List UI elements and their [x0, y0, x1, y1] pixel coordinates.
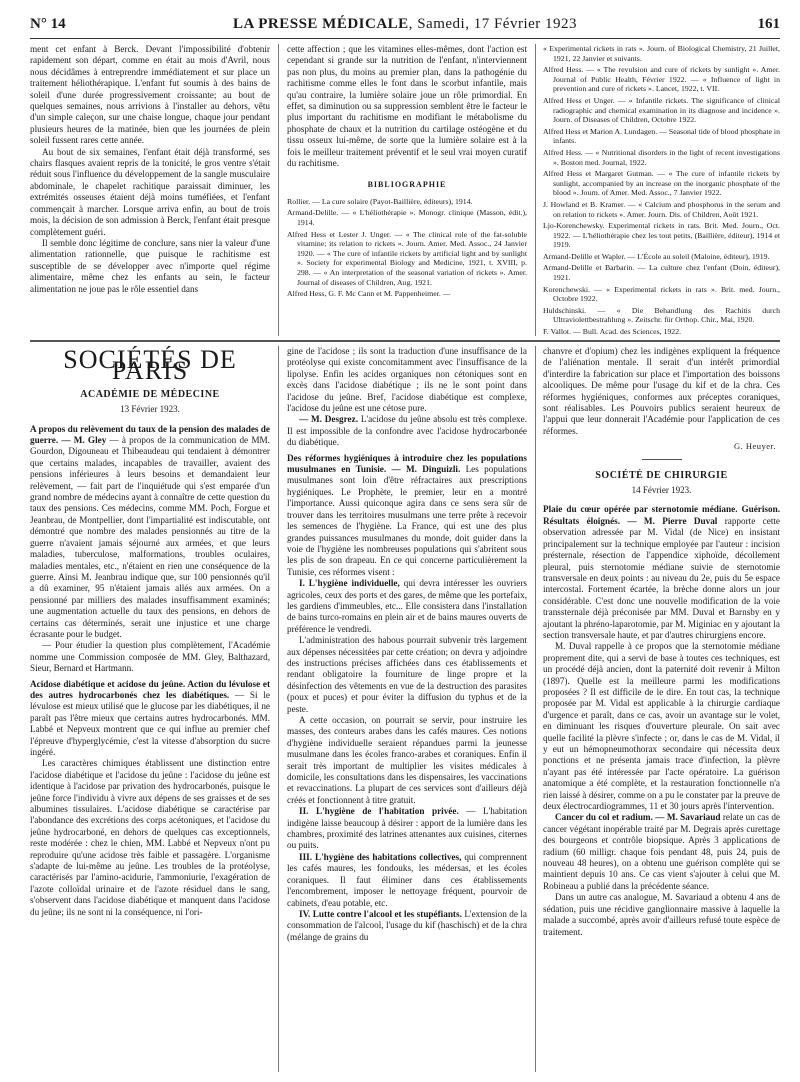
top-column-1 — [30, 44, 270, 336]
paragraph-lead: Des réformes hygiéniques à introduire chez les populations musulmanes en Tunisie. — M. Dinguizli. — [287, 452, 527, 475]
bibliography-entry: Huldschinski. — « Die Behandlung des Rachitis durch Ultraviolettbestrahlung ». Zeitschr. für Orthop. Chir., Mai, 1920. — [543, 305, 780, 325]
paragraph — [287, 635, 527, 715]
paragraph-lead: A propos du relèvement du taux de la pension des malades de guerre. — M. Gley — [30, 423, 270, 446]
paragraph-lead: IV. Lutte contre l'alcool et les stupéfiants. — [299, 908, 462, 919]
paragraph — [30, 424, 270, 641]
paragraph — [543, 812, 780, 892]
society-title: ACADÉMIE DE MÉDECINE — [80, 388, 220, 400]
paragraph-body: gine de l'acidose ; ils sont la traduction d'une insuffisance de la protéolyse qui existe concomitamment avec l'insuffisance de la lipolyse. Enfin les acides organiques non cétoniques sont en excès dans l'acidose diabétique ; ils ne le sont point dans l'acidose du jeûne. Bref, l'acidose diabétique est complexe, l'acidose du jeûne est une cétose pure. — [287, 346, 527, 414]
paragraph — [543, 504, 780, 641]
journal-title-line — [30, 16, 780, 33]
paragraph-body: L'acidose du jeûne absolu est très complexe. Il est impossible de la confondre avec l'acidose hydrocarbonée du diabétique. — [287, 414, 527, 448]
paragraph-body: — Pour étudier la question plus complètement, l'Académie nomme une Commission composée de MM. Gley, Balthazard, Sieur, Bernard et Hartmann. — [30, 640, 270, 674]
paragraph-body: — L'habitation indigène laisse beaucoup à désirer : apport de la lumière dans les chambres, proximité des latrines attenantes aux cuisines, citernes ou puits. — [287, 806, 527, 851]
paragraph-lead: II. L'hygiène de l'habitation privée. — [299, 806, 459, 817]
bibliography-entry: Alfred Hess et Unger. — « Infantile rickets. The significance of clinical radiographic and chemical examination in its diagnose and incidence ». Journ. of Diseases of Children, Octobre 1922. — [543, 95, 780, 125]
paragraph — [287, 346, 527, 414]
bibliography-entry: Alfred Hess. — « The revulsion and cure of rickets by sunlight ». Amer. Journal of Public Health, Février 1922. — « Influence of light in prevention and cure of rickets ». Lancet, 1922, t. VII. — [543, 65, 780, 94]
paragraph-body: Les caractères chimiques établissent une distinction entre l'acidose diabétique et l'acidose du jeûne : l'acidose du jeûne est identique à l'acidose par privation des hydrocarbonés, puisque le jeûne force l'individu à vivre aux dépens de ses graisses et de ses albumines tissulaires. L'acidose diabétique se caractérise par l'abondance des excrétions des corps acétoniques, et l'acidose du jeûne hydrocarboné, en dehors de quelques cas exceptionnels, reste modérée : chez le chien, MM. Labbé et Nepveux n'ont pu reproduire qu'une acidose très faible et passagère. L'organisme s'adapte de lui-même au jeûne. Les troubles de la protéolyse, caractérisés par l'amino-acidurie, l'ammoniurie, l'exagération de l'azote colloïdal urinaire et de l'azote résiduel dans le sang, s'observent dans l'acidose diabétique et manquent dans l'acidose du jeûne; ils ne sont ni la conséquence, ni l'ori- — [30, 758, 270, 917]
paragraph-body: L'extension de la consommation de l'alcool, l'usage du kif (haschisch) et de la chra (mélange de grains du — [287, 908, 527, 942]
paragraph — [287, 909, 527, 943]
paragraph — [30, 679, 270, 759]
paragraph: Il semble donc légitime de conclure, sans nier la valeur d'une alimentation rationnelle, que puisque le rachitisme est susceptible de se développer avec n'importe quel régime alimentaire, même chez les enfants au sein, le facteur alimentation ne joue pas le rôle essentiel dans — [30, 237, 270, 294]
bibliography-entry: J. Howland et B. Kramer. — « Calcium and phosphorus in the serum and on relation to rickets ». Amer. Journ. Dis. of Children, Août 1921. — [543, 199, 780, 219]
bibliography-entry: Armand-Delille. — « L'héliothérapie ». Monogr. clinique (Masson, édit.), 1914. — [287, 208, 527, 228]
bibliography-entry: « Experimental rickets in rats ». Journ. of Biological Chemistry, 21 Juillet, 1921, 22 Janvier et suivants. — [543, 44, 780, 63]
paragraph-lead: I. L'hygiène individuelle, — [299, 578, 400, 589]
journal-title: LA PRESSE MÉDICALE — [232, 16, 409, 32]
bibliography-entry: Korenchewski. — « Experimental rickets in rats ». Brit. med. Journ., Octobre 1922. — [543, 284, 780, 304]
issue-number: N° 14 — [30, 16, 66, 32]
bibliography-list — [287, 197, 527, 299]
paragraph: ment cet enfant à Berck. Devant l'impossibilité d'obtenir rapidement son départ, comme en était au mois d'Avril, nous nous décidâmes à entreprendre immédiatement et sur place un traitement héliothérapique. L'enfant fut soumis à des bains de soleil d'une durée progressivement croissante; au bout de quelques semaines, nous arrivions à l'installer au dehors, vêtu d'un simple caleçon, sur une chaise longue, chaque jour pendant plusieurs heures de la matinée, bien que les journées de plein soleil fussent rares cette année. — [30, 44, 270, 146]
paragraph-body: — à propos de la communication de MM. Gourdon, Digouneau et Thibeaudeau qui tendaient à démontrer que certains malades, incapables de travailler, avaient des pensions inférieures à leurs besoins et demandaient leur relèvement, — fait part de l'inquiétude qui s'est emparée d'un grand nombre de médecins ayant à connaître de cette question du taux des pensions. Ces médecins, comme MM. Poch, Forgue et Jeanbrau, de Montpellier, dont l'impartialité est indiscutable, ont démontré que nombre des malades pensionnés au titre de la guerre n'avaient jamais séjourné aux armées, et que leurs maladies, tuberculose, malformations, troubles oculaires, maladies mentales, etc., n'étaient en rien une conséquence de la guerre. Ainsi M. Jeanbrau indique que, sur 100 pensionnés qu'il a dû examiner, 95 n'étaient jamais allés aux armées. On a pensionné par milliers des malades insuffisamment examinés; une augmentation actuelle du taux des pensions, en dehors de certains cas déterminés, serait une injustice et une charge écrasante pour le budget. — [30, 435, 270, 639]
issue-date: , Samedi, 17 Février 1923 — [408, 16, 578, 32]
paragraph-lead: — M. Desgrez. — [299, 414, 359, 425]
paragraph — [287, 578, 527, 635]
bottom-column-3 — [543, 346, 780, 1072]
paragraph — [543, 641, 780, 812]
page-header — [30, 14, 780, 39]
bibliography-entry: F. Vallot. — Bull. Acad. des Sciences, 1922. — [543, 327, 682, 336]
paragraph-lead: Plaie du cœur opérée par sternotomie médiane. Guérison. Résultats éloignés. — M. Pierre Duval — [543, 504, 780, 526]
paragraph — [30, 640, 270, 674]
paragraph-body: relate un cas de cancer végétant inopérable traité par M. Degrais après curettage des bourgeons et contrôle biopsique. Après 3 applications de radium (60 milligr. chaque fois pendant 48, puis 24, puis de nouveau 48 heures), on a obtenu une guérison complète qui se maintient depuis 10 ans. Ce cas vient s'ajouter à celui que M. Robineau a publié dans la précédente séance. — [543, 812, 780, 891]
bibliography-title: BIBLIOGRAPHIE — [367, 180, 447, 190]
bibliography-entry: Alfred Hess et Marion A. Lundagen. — Seasonal tide of blood phosphate in infants. — [543, 126, 780, 146]
column-divider — [278, 346, 279, 1072]
bottom-column-2 — [287, 346, 527, 1072]
paragraph: chanvre et d'opium) chez les indigènes expliquent la fréquence de l'aliénation mentale. Il serait d'un intérêt primordial d'interdire la fabrication sur place et l'importation des boissons alcooliques. De même pour l'usage du kif et de la chra. Ces réformes hygiéniques, conformes aux préceptes coraniques, sont réalisables. Les Pouvoirs publics seraient heureux de l'appui que leur donnerait l'Académie pour l'application de ces réformes. — [543, 346, 780, 436]
paragraph: cette affection ; que les vitamines elles-mêmes, dont l'action est cependant si grande sur la nutrition de l'enfant, n'interviennent pas non plus, du moins au premier plan, dans la pathogénie du rachitisme comme elles le font dans le scorbut infantile, mais qu'au contraire, la lumière solaire joue un rôle primordial. En effet, sa diminution ou sa suppression semblent être le facteur le plus important du rachitisme en modifiant le métabolisme du phosphate de chaux et la nutrition du cartilage ostéogène et du tissu osseux lui-même, de sorte que la lumière solaire est à la fois le meilleur traitement préventif et le seul vrai moyen curatif du rachitisme. — [287, 44, 527, 169]
bottom-column-1 — [30, 346, 270, 1072]
paragraph-body: rapporte cette observation adressée par M. Vidal (de Nice) en insistant principalement sur la technique employée par l'auteur : incision présternale, résection de l'appendice xiphoïde, décollement pleural, puis sternotomie médiane suivie de sternotomie transversale en deux points : au niveau du 2e, puis du 5e espace intercostal. Fortement écartée, la brèche donne alors un jour considérable. C'est donc une nouvelle modification de la voie transsternale déjà préconisée par MM. Duval et Barnsby en y ajoutant la phréno-laparotomie, par M. Miginiac en y ajoutant la section transversale haute, et par d'autres chirurgiens encore. — [543, 515, 780, 640]
paragraph — [287, 852, 527, 909]
top-column-3 — [543, 44, 780, 336]
paragraph-lead: Cancer du col et radium. — M. Savariaud — [555, 812, 721, 823]
bibliography-entry: Armand-Delille et Wapler. — L'École au soleil (Maloine, éditeur), 1919. — [543, 251, 770, 261]
section-heading: SOCIÉTÉS DE PARIS — [63, 346, 237, 386]
paragraph: Au bout de six semaines, l'enfant était déjà transformé, ses chairs flasques avaient repris de la tonicité, le gros ventre s'était réduit sous l'influence du développement de la sangle musculaire abdominale, le chapelet rachitique paraissait diminuer, les extrémités osseuses étaient déjà moins tuméfiées, et l'enfant commençait à marcher. Lorsque arriva enfin, au bout de trois mois, la décision de son admission à Berck, l'enfant était presque complètement guéri. — [30, 146, 270, 237]
paragraph-body: M. Duval rappelle à ce propos que la sternotomie médiane proprement dite, qui a servi de base à toutes ces techniques, est un procédé déjà ancien, dont la paternité doit revenir à Milton (1897). Quelle est la meilleure parmi les modifications proposées ? Il est difficile de le dire. En tout cas, la technique proposée par M. Vidal est applicable à la chirurgie cardiaque d'urgence et paraît, dans ce cas, avoir un avantage sur le volet, en diminuant les risques d'ouverture pleurale. On sait avec quelle facilité la plèvre s'infecte ; or, dans le cas de M. Vidal, il y eut un hémopneumothorax secondaire qui nécessita deux ponctions et ne présenta jamais trace d'infection, la plèvre n'ayant pas été intéressée par l'acte opératoire. La guérison anatomique a été complète, et la restauration fonctionnelle n'a rien laissé à désirer, comme on a pu le constater par la preuve de deux électrocardiogrammes, 11 et 30 jours après l'intervention. — [543, 641, 780, 812]
paragraph — [287, 806, 527, 852]
paragraph-body: Dans un autre cas analogue, M. Savariaud a obtenu 4 ans de sédation, puis une récidive ganglionnaire massive à laquelle la malade a succombé, après avoir d'ailleurs refusé toute espèce de traitement. — [543, 892, 780, 937]
short-rule — [642, 459, 682, 460]
bibliography-entry: Alfred Hess. — « Nutritional disorders in the light of recent investigations ». Boston med. Journal, 1922. — [543, 147, 780, 167]
column-divider — [535, 346, 536, 1072]
paragraph-body: qui comprennent les cafés maures, les fondouks, les médersas, et les écoles coraniques. Il faut éliminer dans ces établissements l'encombrement, imposer le nettoyage fréquent, pourvoir de cabinets, d'eau potable, etc. — [287, 851, 527, 908]
page-number: 161 — [757, 16, 780, 32]
column-divider — [278, 44, 279, 336]
paragraph-lead: Acidose diabétique et acidose du jeûne. Action du lévulose et des autres hydrocarbonés chez les diabétiques. — [30, 678, 270, 700]
top-column-2 — [287, 44, 527, 336]
bibliography-entry: Armand-Delille et Barbarin. — La culture chez l'enfant (Doin, éditeur), 1921. — [543, 263, 780, 283]
paragraph — [287, 453, 527, 578]
paragraph — [30, 758, 270, 918]
paragraph — [287, 414, 527, 448]
paragraph-body: Les populations musulmanes sont loin d'être réfractaires aux prescriptions hygiéniques. Le Prophète, le premier, leur en a montré l'importance. Aussi quiconque agira dans ce sens sera sûr de trouver dans les territoires musulmans une terre prête à recevoir les semences de l'hygiène. La France, qui est une des plus grandes puissances musulmanes du monde, doit guider dans la voie de l'hygiène les nombreuses populations qui s'abritent sous les plis de son drapeau. En ce qui concerne particulièrement la Tunisie, ces réformes visent : — [287, 464, 527, 577]
section-divider — [30, 340, 780, 342]
paragraph-body: A cette occasion, on pourrait se servir, pour instruire les masses, des conteurs arabes dans les cafés maures. Ces notions d'hygiène individuelle seraient répandues parmi la jeunesse musulmane dans les écoles franco-arabes et coraniques. Enfin il serait très important de multiplier les visites médicales à domicile, les consultations dans les dispensaires, les vaccinations et revaccinations. La plupart de ces services sont d'ailleurs déjà créés et fonctionnent à titre gratuit. — [287, 715, 527, 805]
session-date: 13 Février 1923. — [120, 404, 180, 415]
bibliography-entry: Alfred Hess et Lester J. Unger. — « The clinical role of the fat-soluble vitamine; its relation to rickets ». Journ. Amer. Med. Assoc., 24 Janvier 1920. — « The cure of infantile rickets by artificial light and by sunlight ». Society for experimental Biology and Medicine, 1921, t. XVIII, p. 298. — « An interpretation of the seasonal variation of rickets ». Amer. Journal of diseases of Children, Aug. 1921. — [287, 229, 527, 287]
society-title: SOCIÉTÉ DE CHIRURGIE — [595, 469, 728, 481]
session-date: 14 Février 1923. — [631, 485, 692, 496]
author-signature: G. Heuyer. — [733, 441, 776, 452]
paragraph — [287, 715, 527, 806]
paragraph-body: L'administration des habous pourrait subvenir très largement aux dépenses nécessitées par cette création; on devra y adjoindre des instructions précises affichées dans ces établissements et rendant obligatoire la fourniture de linge propre et la désinfection des vêtements en vue de la destruction des parasites (poux et puces) et pour éviter la diffusion du typhus et de la peste. — [287, 635, 527, 714]
paragraph-lead: III. L'hygiène des habitations collectives, — [299, 851, 462, 862]
paragraph-body: qui devra intéresser les ouvriers agricoles, ceux des ports et des gares, de même que les portefaix, les gardiens d'immeubles, etc... Elle consistera dans l'installation de bains turco-romains en plein air et de bains maures ouverts de préférence le vendredi. — [287, 578, 527, 634]
paragraph-body: — Si le lévulose est mieux utilisé que le glucose par les diabétiques, il ne paraît pas l'être mieux que certains autres hydrocarbonés. MM. Labbé et Nepveux montrent que ce qui influe au premier chef l'épreuve d'hyperglycémie, c'est la vitesse d'absorption du sucre ingéré. — [30, 689, 270, 757]
bibliography-entry: Rollier. — La cure solaire (Payot-Baillière, éditeurs), 1914. — [287, 196, 473, 206]
bibliography-entry: Alfred Hess et Margaret Gutman. — « The cure of infantile rickets by sunlight, accompanied by an increase on the inorganic phosphate of the blood ». Journ. of Amer. Med. Assoc., 7 Janvier 1922. — [543, 169, 780, 198]
column-divider — [535, 44, 536, 336]
paragraph — [543, 892, 780, 938]
bibliography-entry: Alfred Hess, G. F. Mc Cann et M. Pappenheimer. — — [287, 289, 451, 299]
bibliography-entry: Ljo-Korenchewsky. Experimental rickets in rats. Brit. Med. Journ., Oct. 1922. — L'héliothérapie chez les tout petits, (Baillière, éditeur), 1914 et 1919. — [543, 221, 780, 250]
